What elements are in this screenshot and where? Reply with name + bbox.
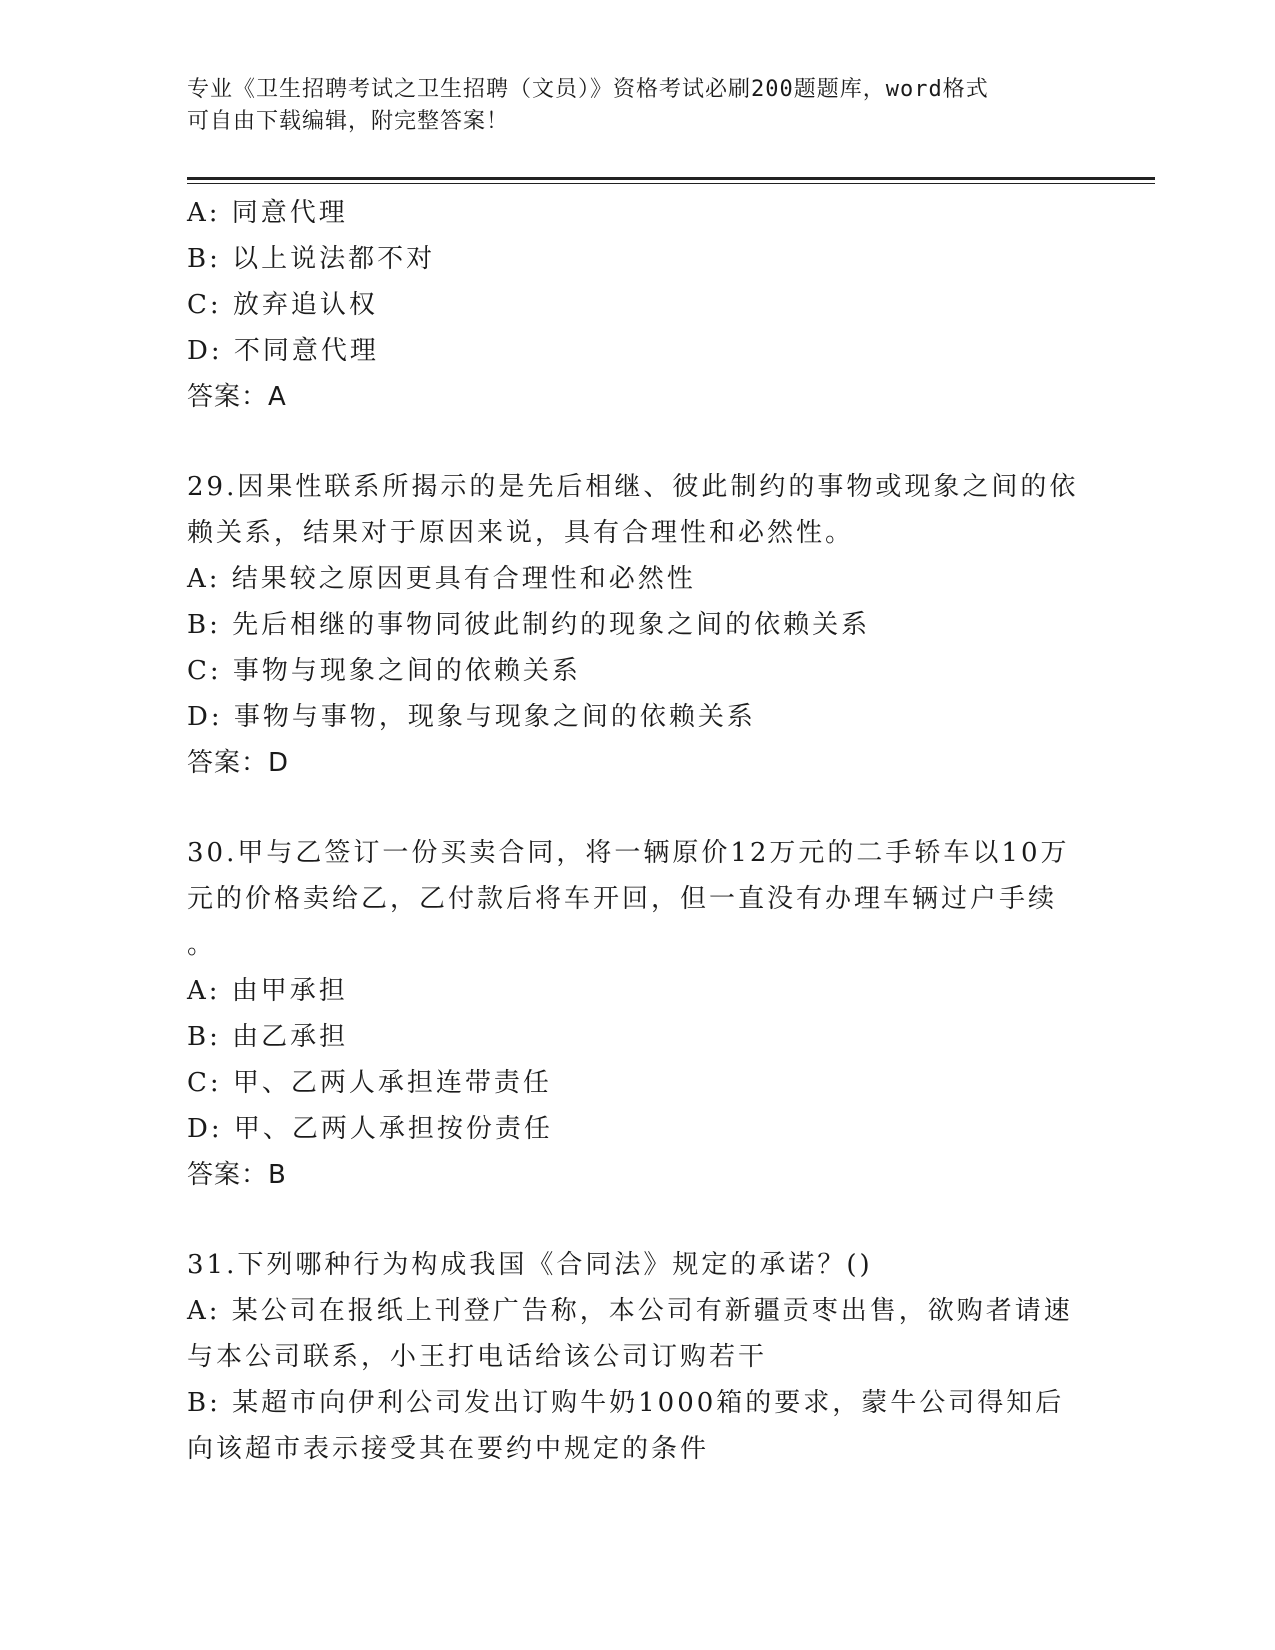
header-title-line-1: 专业《卫生招聘考试之卫生招聘（文员）》资格考试必刷200题题库，word格式: [187, 77, 989, 102]
question-31: [187, 1242, 1087, 1472]
question-stem: 30.甲与乙签订一份买卖合同，将一辆原价12万元的二手轿车以10万: [187, 838, 1070, 868]
question-stem: 29.因果性联系所揭示的是先后相继、彼此制约的事物或现象之间的依: [187, 472, 1079, 502]
option-a: A: 同意代理: [187, 198, 348, 228]
option-a: A: 由甲承担: [187, 976, 348, 1006]
option-c: C: 事物与现象之间的依赖关系: [187, 656, 581, 686]
option-a: A: 某公司在报纸上刊登广告称，本公司有新疆贡枣出售，欲购者请速: [187, 1296, 1073, 1326]
question-28: [187, 190, 1087, 420]
option-c: C: 甲、乙两人承担连带责任: [187, 1068, 552, 1098]
question-stem: 31.下列哪种行为构成我国《合同法》规定的承诺？(): [187, 1250, 873, 1280]
header-divider-thin: [187, 183, 1155, 184]
option-b: B: 以上说法都不对: [187, 244, 436, 274]
option-c: C: 放弃追认权: [187, 290, 378, 320]
question-stem: 。: [187, 930, 217, 960]
answer-line: 答案：A: [187, 382, 287, 412]
option-d: D: 甲、乙两人承担按份责任: [187, 1114, 553, 1144]
option-d: D: 事物与事物，现象与现象之间的依赖关系: [187, 702, 756, 732]
document-header: [187, 74, 1067, 138]
question-29: [187, 464, 1087, 786]
option-b: B: 某超市向伊利公司发出订购牛奶1000箱的要求，蒙牛公司得知后: [187, 1388, 1065, 1418]
answer-line: 答案：B: [187, 1160, 287, 1190]
header-title-line-2: 可自由下载编辑，附完整答案！: [187, 109, 510, 134]
option-a-continued: 与本公司联系，小王打电话给该公司订购若干: [187, 1342, 768, 1372]
option-d: D: 不同意代理: [187, 336, 379, 366]
header-divider-thick: [187, 177, 1155, 180]
option-b-continued: 向该超市表示接受其在要约中规定的条件: [187, 1434, 710, 1464]
question-30: [187, 830, 1087, 1198]
question-stem: 元的价格卖给乙，乙付款后将车开回，但一直没有办理车辆过户手续: [187, 884, 1058, 914]
answer-line: 答案：D: [187, 748, 290, 778]
option-a: A: 结果较之原因更具有合理性和必然性: [187, 564, 696, 594]
question-list: [187, 190, 1087, 1472]
option-b: B: 由乙承担: [187, 1022, 349, 1052]
question-stem: 赖关系，结果对于原因来说，具有合理性和必然性。: [187, 518, 855, 548]
option-b: B: 先后相继的事物同彼此制约的现象之间的依赖关系: [187, 610, 871, 640]
